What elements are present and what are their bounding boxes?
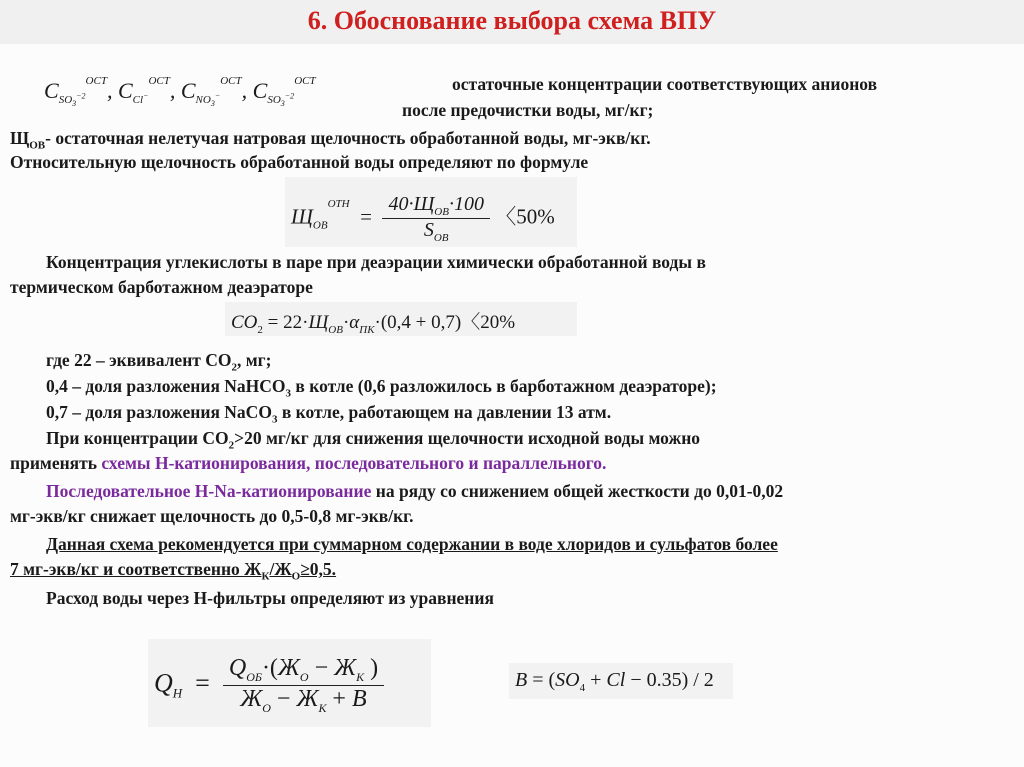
dan-line-1: Данная схема рекомендуется при суммарном содержании в воде хлоридов и сульфатов более: [46, 534, 778, 554]
line-07: 0,7 – доля разложения NaCO$_3$ в котле, работающем на давлении 13 атм.: [46, 402, 612, 426]
posl-line-2: мг-экв/кг снижает щелочность до 0,5-0,8 мг-экв/кг.: [10, 506, 414, 526]
co2-para-1: Концентрация углекислоты в паре при деаэрации химически обработанной воды в: [46, 252, 706, 272]
formula-co2: $CO_2 = 22\cdot Щ_{ОВ}\cdot\alpha_{ПК}\cdot(0,4 + 0,7)$〈20%: [225, 302, 577, 336]
conc-desc-2: после предочистки воды, мг/кг;: [402, 100, 654, 120]
where-22: где 22 – эквивалент $CO_2$, мг;: [46, 350, 272, 374]
prim-line: применять схемы Н-катионирования, последовательного и параллельного.: [10, 453, 607, 473]
rel-alk-line: Относительную щелочность обработанной воды определяют по формуле: [10, 152, 589, 172]
formula-concentrations: $C_{SO_3^{-2}}^{ОСТ}$, $C_{Cl^-}^{ОСТ}$, $C_{NO_3^-}^{ОСТ}$, $C_{SO_3^{-2}}^{ОСТ}$: [44, 74, 316, 109]
formula-b: $B = (SO_4 + Cl - 0.35) / 2$: [509, 663, 733, 699]
co2-para-2: термическом барботажном деаэраторе: [10, 277, 313, 297]
pri-line: При концентрации $CO_2>20$ мг/кг для снижения щелочности исходной воды можно: [46, 428, 701, 452]
slide-body: [0, 44, 1024, 767]
posl-line: Последовательное Н-Na-катионирование на ряду со снижением общей жесткости до 0,01-0,02: [46, 481, 784, 501]
dan-line-2: 7 мг-экв/кг и соответственно $Ж_К/Ж_О\ge 0,5$.: [10, 559, 337, 583]
slide-title: 6. Обоснование выбора схема ВПУ: [307, 6, 717, 35]
rashod-line: Расход воды через Н-фильтры определяют из уравнения: [46, 588, 494, 608]
sch-ov-line: $Щ_{ОВ}-$ остаточная нелетучая натровая щелочность обработанной воды, мг-экв/кг.: [10, 128, 651, 152]
formula-relative-alkalinity: $Щ_{ОВ}^{ОТН}$ = $\frac{40\cdot Щ_{ОВ}\cdot 100}{S_{ОВ}}$ 〈50%: [285, 177, 577, 247]
formula-qh: $Q_Н$ = $\frac{Q_{ОБ}\cdot(Ж_О - Ж_К )}{Ж_О - Ж_К + B}$: [148, 639, 431, 727]
line-04: 0,4 – доля разложения NaHCO$_3$ в котле (0,6 разложилось в барботажном деаэраторе);: [46, 376, 717, 400]
conc-desc-1: остаточные концентрации соответствующих анионов: [452, 74, 878, 94]
